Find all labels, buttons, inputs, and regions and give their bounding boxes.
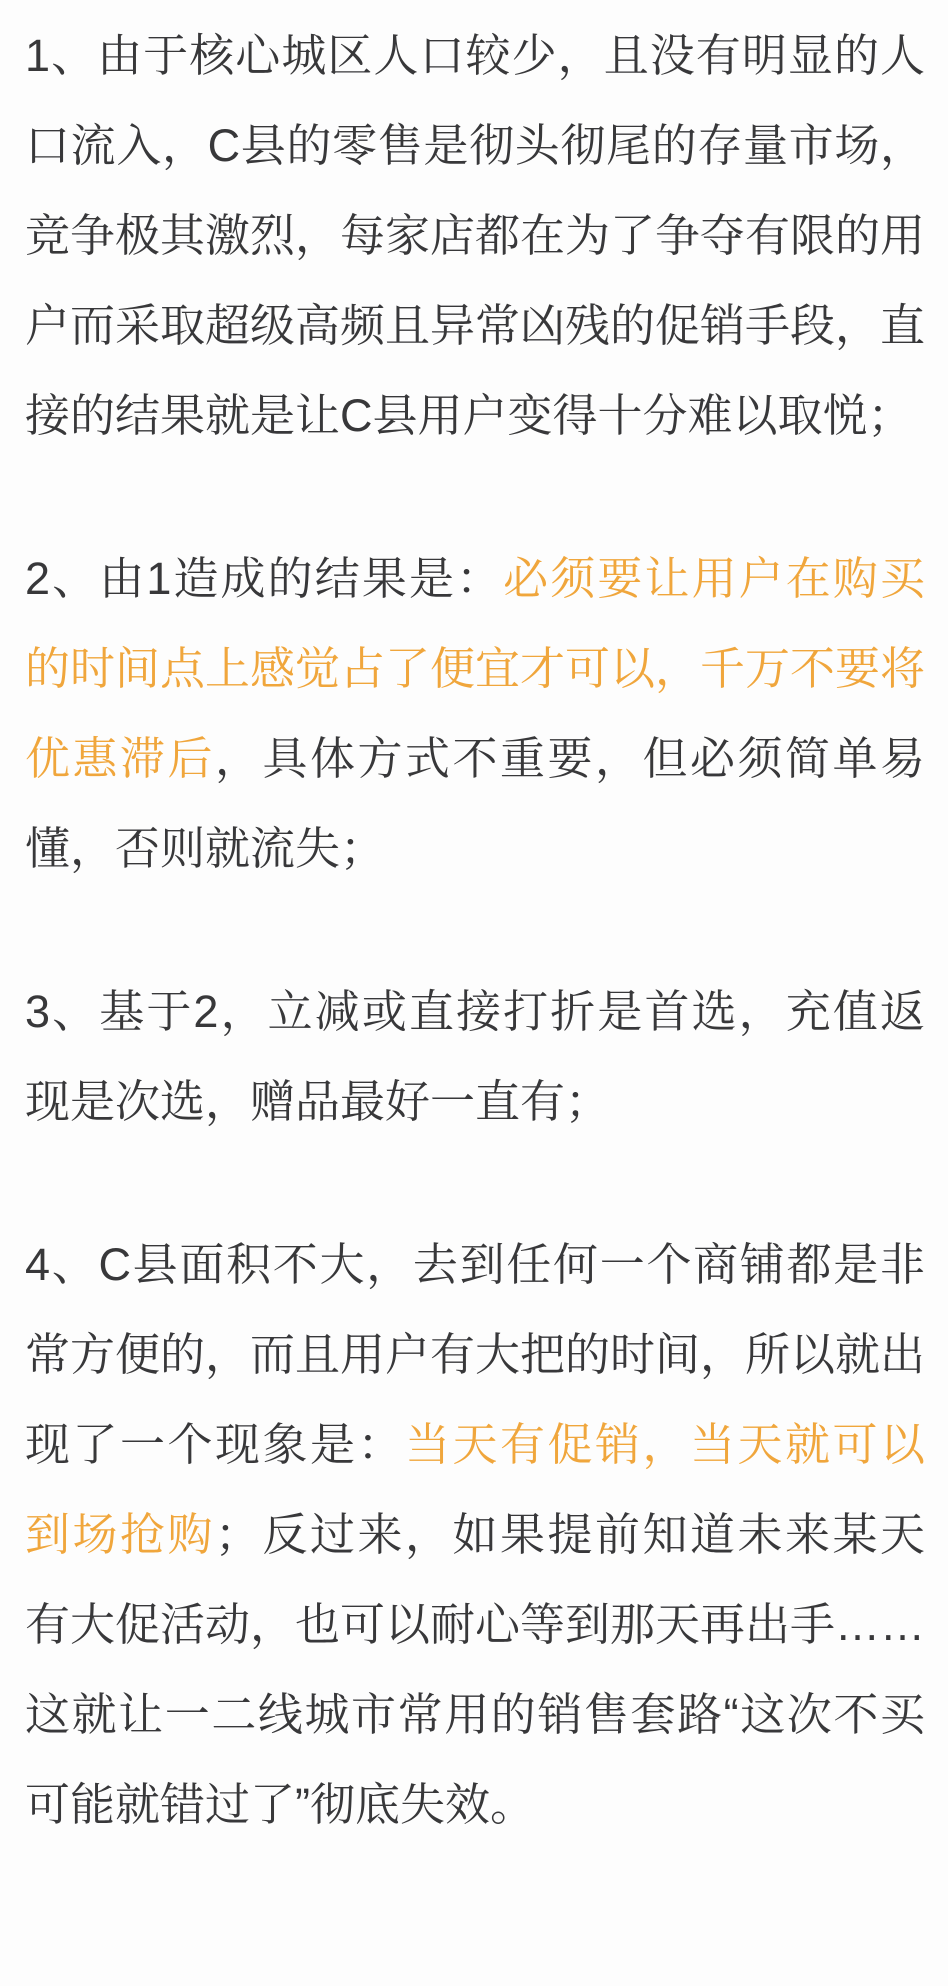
text-segment: 4、C县面积不大，去到任何一个商铺都是非常方便的，而且用户有大把的时间，所以就出现了一个现象是： xyxy=(25,1239,926,1470)
text-segment: 2、由1造成的结果是： xyxy=(25,553,504,604)
text-segment: ；反过来，如果提前知道未来某天有大促活动，也可以耐心等到那天再出手……这就让一二线城市常用的销售套路“这次不买可能就错过了”彻底失效。 xyxy=(25,1509,926,1830)
paragraph-4 xyxy=(25,1220,925,1850)
highlight-segment: 当天有促销，当天就可以到场抢购 xyxy=(25,1419,925,1560)
paragraph-2 xyxy=(25,534,925,894)
text-segment: ，具体方式不重要，但必须简单易懂，否则就流失； xyxy=(25,733,925,874)
paragraph-1 xyxy=(25,11,925,461)
text-segment: 1、由于核心城区人口较少，且没有明显的人口流入，C县的零售是彻头彻尾的存量市场，竞争极其激烈，每家店都在为了争夺有限的用户而采取超级高频且异常凶残的促销手段，直接的结果就是让C县用户变得十分难以取悦； xyxy=(25,30,926,441)
paragraph-3 xyxy=(25,967,925,1147)
text-segment: 3、基于2，立减或直接打折是首选，充值返现是次选，赠品最好一直有； xyxy=(25,986,925,1127)
highlight-segment: 必须要让用户在购买的时间点上感觉占了便宜才可以，千万不要将优惠滞后 xyxy=(25,553,926,784)
